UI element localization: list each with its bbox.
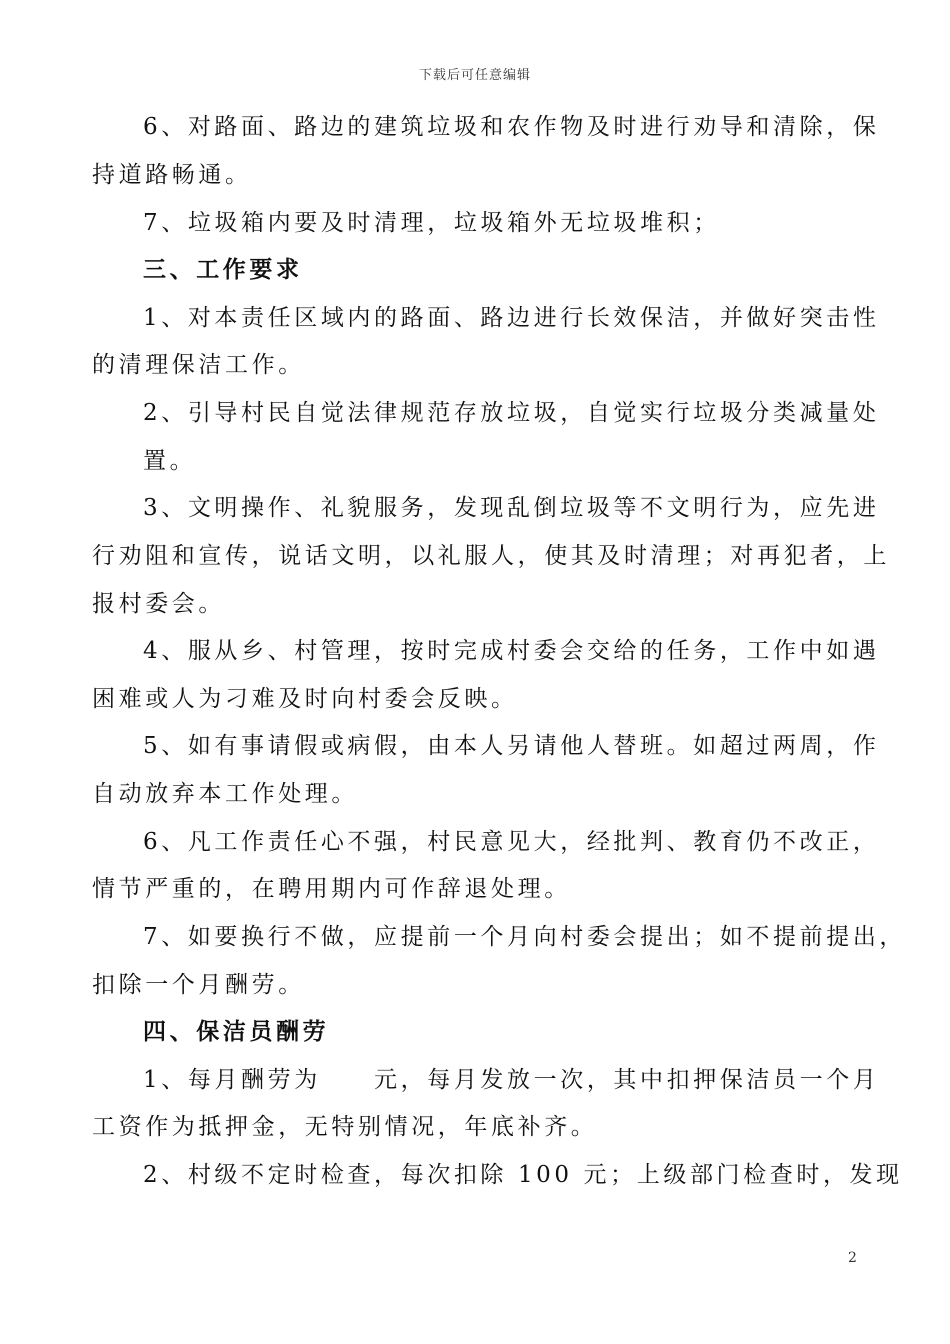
- body-line: 情节严重的，在聘用期内可作辞退处理。: [92, 876, 571, 902]
- body-line: 6、对路面、路边的建筑垃圾和农作物及时进行劝导和清除，保: [143, 114, 880, 140]
- body-line: 工资作为抵押金，无特别情况，年底补齐。: [92, 1114, 598, 1140]
- body-line: 扣除一个月酬劳。: [92, 972, 305, 998]
- body-line: 的清理保洁工作。: [92, 352, 305, 378]
- body-line: 2、村级不定时检查，每次扣除 100 元；上级部门检查时，发现: [143, 1162, 903, 1188]
- section-heading: 四、保洁员酬劳: [143, 1018, 330, 1045]
- section-heading: 三、工作要求: [143, 256, 303, 283]
- body-line: 1、对本责任区域内的路面、路边进行长效保洁，并做好突击性: [143, 305, 880, 331]
- page-number: 2: [848, 1250, 857, 1266]
- body-line: 置。: [143, 448, 197, 474]
- body-line: 行劝阻和宣传，说话文明，以礼服人，使其及时清理；对再犯者，上: [92, 543, 890, 569]
- body-line: 报村委会。: [92, 591, 225, 617]
- body-line: 困难或人为刁难及时向村委会反映。: [92, 686, 518, 712]
- body-line: 4、服从乡、村管理，按时完成村委会交给的任务，工作中如遇: [143, 638, 880, 664]
- body-line: 持道路畅通。: [92, 162, 252, 188]
- body-line: 7、垃圾箱内要及时清理，垃圾箱外无垃圾堆积；: [143, 210, 720, 236]
- body-line: 5、如有事请假或病假，由本人另请他人替班。如超过两周，作: [143, 733, 880, 759]
- body-line: 6、凡工作责任心不强，村民意见大，经批判、教育仍不改正，: [143, 829, 880, 855]
- body-line: 3、文明操作、礼貌服务，发现乱倒垃圾等不文明行为，应先进: [143, 495, 880, 521]
- body-line: 7、如要换行不做，应提前一个月向村委会提出；如不提前提出，: [143, 924, 907, 950]
- body-line: 自动放弃本工作处理。: [92, 781, 358, 807]
- body-line: 2、引导村民自觉法律规范存放垃圾，自觉实行垃圾分类减量处: [143, 400, 880, 426]
- body-line: 1、每月酬劳为 元，每月发放一次，其中扣押保洁员一个月: [143, 1067, 880, 1093]
- page-header: 下载后可任意编辑: [418, 68, 531, 83]
